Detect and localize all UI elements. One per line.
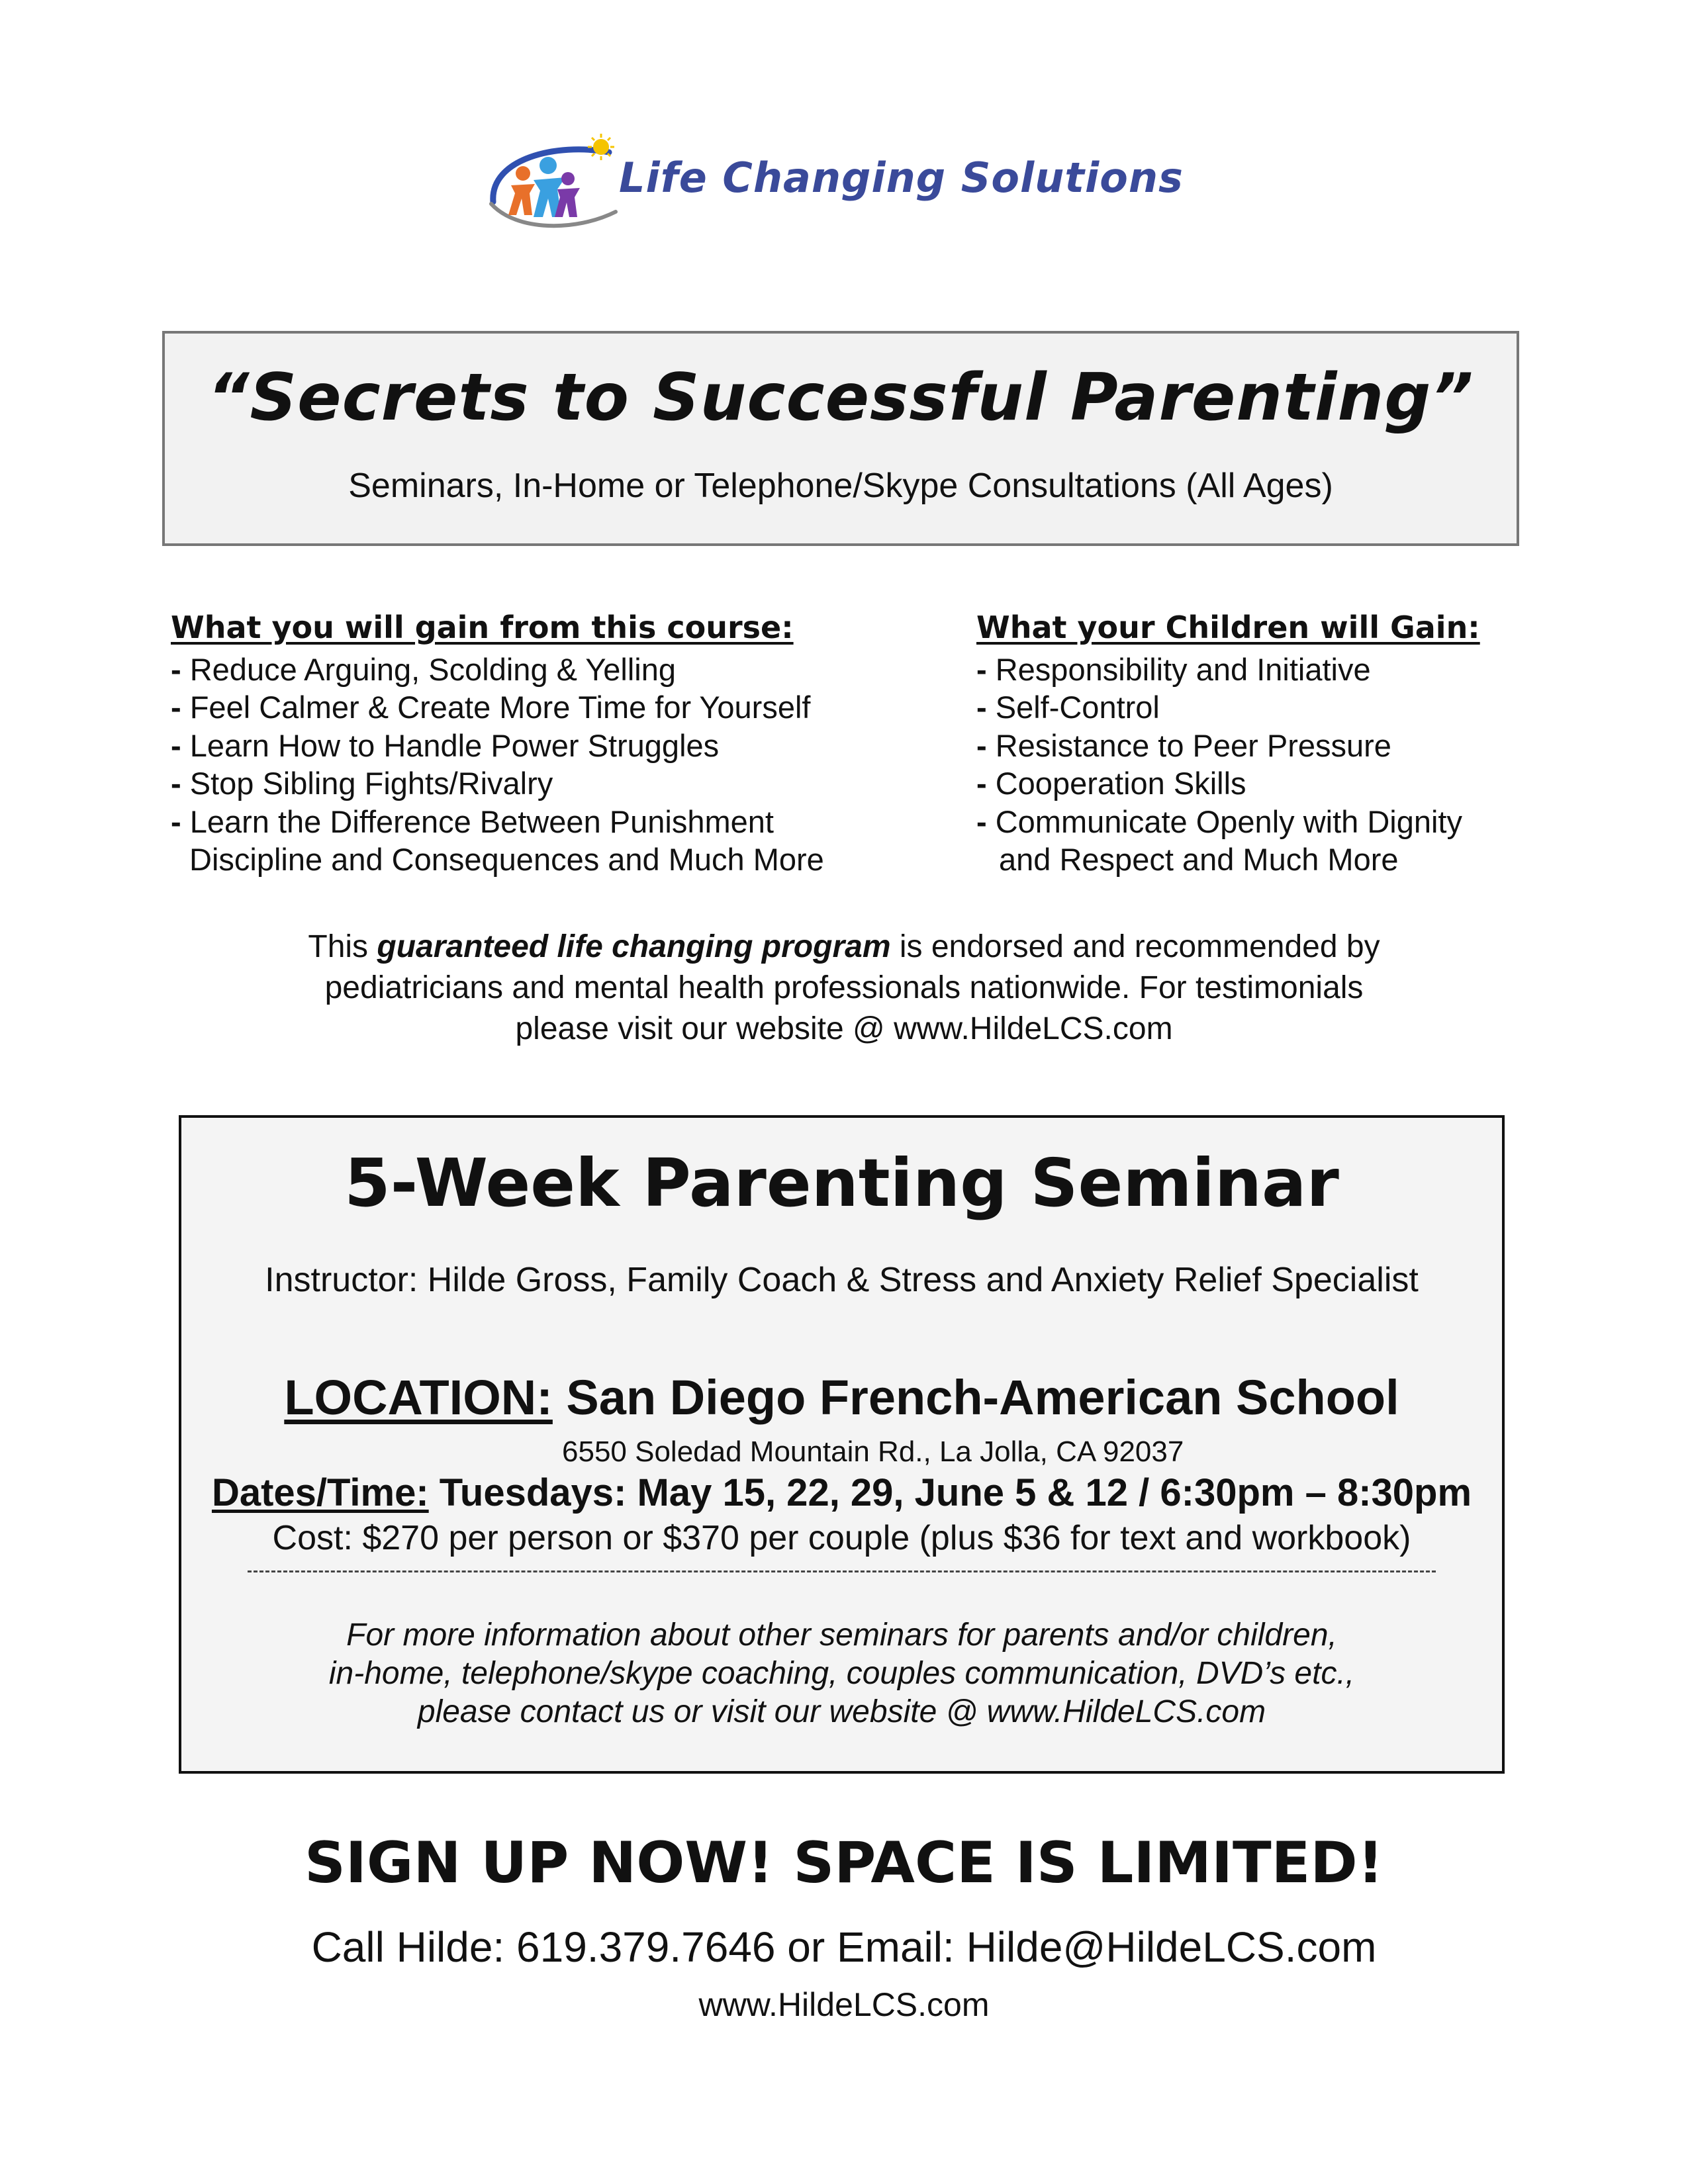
children-heading: What your Children will Gain: bbox=[976, 610, 1480, 645]
seminar-address: 6550 Soledad Mountain Rd., La Jolla, CA 92037 bbox=[562, 1435, 1184, 1468]
children-column bbox=[976, 609, 1559, 879]
seminar-instructor: Instructor: Hilde Gross, Family Coach & Stress and Anxiety Relief Specialist bbox=[265, 1261, 1419, 1299]
list-item: - Reduce Arguing, Scolding & Yelling bbox=[171, 651, 676, 687]
endorsement-paragraph: This guaranteed life changing program is endorsed and recommended by pediatricians and mental health professionals nationwide. For testimonials please visit our website @ www.HildeLCS.com bbox=[308, 929, 1380, 1046]
list-item: - Learn the Difference Between Punishment bbox=[171, 803, 774, 839]
seminar-location: LOCATION: San Diego French-American School bbox=[284, 1370, 1399, 1425]
list-item: - Feel Calmer & Create More Time for Yourself bbox=[171, 690, 811, 725]
list-item: - Cooperation Skills bbox=[976, 766, 1246, 801]
page-title: “Secrets to Successful Parenting” bbox=[207, 360, 1474, 435]
list-item: - Communicate Openly with Dignity bbox=[976, 803, 1462, 839]
website-link[interactable]: www.HildeLCS.com bbox=[698, 1986, 990, 2023]
list-item-continuation: Discipline and Consequences and Much More bbox=[189, 842, 824, 877]
list-item: - Stop Sibling Fights/Rivalry bbox=[171, 766, 553, 801]
contact-line: Call Hilde: 619.379.7646 or Email: Hilde@HildeLCS.com bbox=[311, 1923, 1377, 1971]
endorsement-emphasis: guaranteed life changing program bbox=[377, 929, 891, 964]
page-subtitle: Seminars, In-Home or Telephone/Skype Consultations (All Ages) bbox=[348, 467, 1333, 505]
list-item: - Learn How to Handle Power Struggles bbox=[171, 727, 720, 763]
list-item: - Responsibility and Initiative bbox=[976, 651, 1371, 687]
seminar-cost: Cost: $270 per person or $370 per couple (plus $36 for text and workbook) bbox=[272, 1519, 1411, 1557]
gains-heading: What you will gain from this course: bbox=[171, 610, 794, 645]
list-item: - Resistance to Peer Pressure bbox=[976, 727, 1391, 763]
seminar-title: 5-Week Parenting Seminar bbox=[344, 1144, 1339, 1222]
list-item-continuation: and Respect and Much More bbox=[999, 842, 1399, 877]
title-box bbox=[162, 331, 1519, 546]
seminar-dates: Dates/Time: Tuesdays: May 15, 22, 29, June 5 & 12 / 6:30pm – 8:30pm bbox=[211, 1471, 1472, 1514]
dashed-divider bbox=[248, 1570, 1436, 1572]
logo-figures-icon bbox=[483, 132, 622, 238]
list-item: - Self-Control bbox=[976, 690, 1160, 725]
logo-text: Life Changing Solutions bbox=[619, 154, 1184, 202]
seminar-box bbox=[179, 1115, 1505, 1774]
logo bbox=[483, 132, 1184, 238]
seminar-more-info: For more information about other seminars for parents and/or children, in-home, telephone/skype coaching, couples communication, DVD’s etc., please contact us or visit our website @ www.HildeLCS.com bbox=[328, 1617, 1355, 1729]
gains-column bbox=[171, 609, 952, 879]
signup-headline: SIGN UP NOW! SPACE IS LIMITED! bbox=[304, 1830, 1384, 1896]
